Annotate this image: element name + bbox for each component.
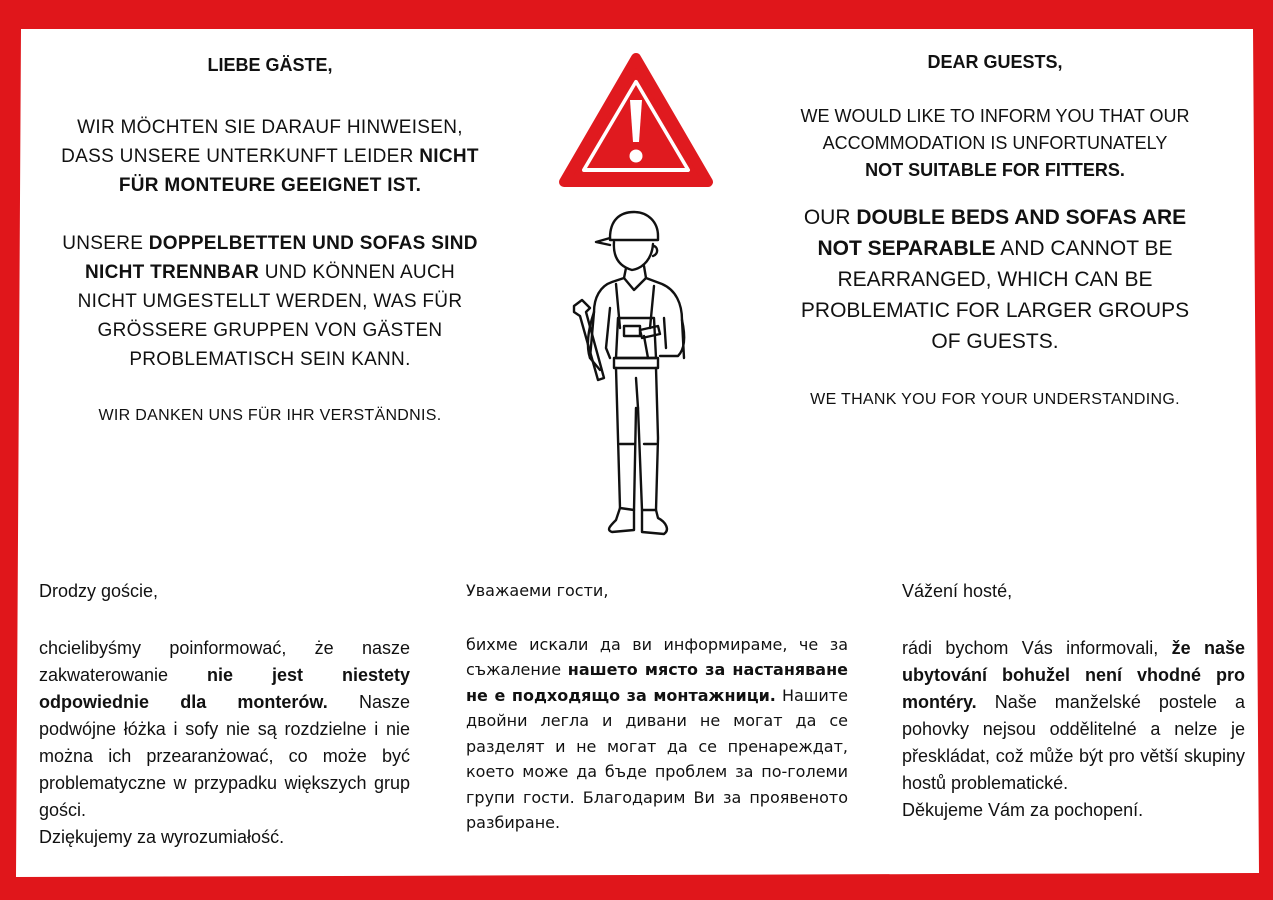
- german-line: DASS UNSERE UNTERKUNFT LEIDER: [61, 146, 420, 167]
- german-line: WIR MÖCHTEN SIE DARAUF HINWEISEN,: [77, 117, 463, 138]
- german-title: LIEBE GÄSTE,: [207, 55, 333, 75]
- polish-text: chcielibyśmy poinformować, że nasze zakwaterowanie: [39, 638, 410, 685]
- english-bold: NOT SEPARABLE: [817, 237, 996, 260]
- czech-text: rádi bychom Vás informovali,: [902, 638, 1172, 658]
- german-bold: DOPPELBETTEN UND SOFAS SIND: [148, 233, 478, 254]
- czech-thanks: Děkujeme Vám za pochopení.: [902, 800, 1144, 820]
- german-bold: NICHT TRENNBAR: [84, 262, 260, 283]
- bulgarian-body: [466, 632, 848, 836]
- german-line: GRÖSSERE GRUPPEN VON GÄSTEN: [97, 320, 443, 341]
- english-bold: NOT SUITABLE FOR FITTERS.: [865, 160, 1125, 180]
- german-line: UNSERE: [62, 233, 149, 254]
- german-line: PROBLEMATISCH SEIN KANN.: [129, 349, 411, 370]
- english-title: DEAR GUESTS,: [927, 52, 1063, 72]
- english-line: OUR: [803, 206, 857, 229]
- plumber-illustration: [560, 208, 710, 543]
- german-thanks: WIR DANKEN UNS FÜR IHR VERSTÄNDNIS.: [98, 407, 442, 424]
- english-line: PROBLEMATIC FOR LARGER GROUPS: [800, 299, 1190, 322]
- english-thanks: WE THANK YOU FOR YOUR UNDERSTANDING.: [810, 391, 1180, 408]
- polish-bold: nie jest niestety odpowiednie dla monterów.: [39, 665, 410, 712]
- bulgarian-text: бихме искали да ви информираме, че за съжаление: [466, 634, 848, 679]
- czech-text: Naše manželské postele a pohovky nejsou oddělitelné a nelze je přeskládat, což může být pro větší skupiny hostů problematické.: [902, 692, 1245, 793]
- english-line: OF GUESTS.: [931, 330, 1059, 353]
- german-bold: NICHT: [419, 146, 479, 167]
- warning-triangle-icon: [558, 52, 714, 190]
- english-notice: [745, 52, 1245, 409]
- german-notice: [20, 55, 520, 425]
- bulgarian-bold: нашето място за настаняване не е подходящо за монтажници.: [466, 660, 848, 705]
- german-line: NICHT UMGESTELLT WERDEN, WAS FÜR: [77, 291, 463, 312]
- czech-bold: že naše ubytování bohužel není vhodné pro montéry.: [902, 638, 1246, 712]
- polish-greeting: Drodzy goście,: [39, 581, 159, 601]
- english-line: AND CANNOT BE: [995, 237, 1173, 260]
- czech-body: [902, 635, 1245, 797]
- bulgarian-text: Нашите двойни легла и дивани не могат да се разделят и не могат да се пренареждат, което може да бъде проблем за по-големи групи гости. Благодарим Ви за проявеното разбиране.: [466, 685, 848, 832]
- english-line: ACCOMMODATION IS UNFORTUNATELY: [822, 133, 1168, 153]
- czech-notice: [902, 578, 1245, 824]
- bulgarian-greeting: Уважаеми гости,: [466, 581, 609, 600]
- english-line: WE WOULD LIKE TO INFORM YOU THAT OUR: [800, 106, 1190, 126]
- polish-body: [39, 635, 410, 824]
- czech-greeting: Vážení hosté,: [902, 581, 1013, 601]
- english-bold: DOUBLE BEDS AND SOFAS ARE: [856, 206, 1187, 229]
- english-line: REARRANGED, WHICH CAN BE: [837, 268, 1153, 291]
- polish-notice: [39, 578, 410, 851]
- polish-thanks: Dziękujemy za wyrozumiałość.: [39, 827, 285, 847]
- german-bold: FÜR MONTEURE GEEIGNET IST.: [118, 175, 422, 196]
- polish-text: Nasze podwójne łóżka i sofy nie są rozdzielne i nie można ich przearanżować, co może być problematyczne w przypadku większych grup gości.: [39, 692, 410, 820]
- german-line: UND KÖNNEN AUCH: [259, 262, 456, 283]
- bulgarian-notice: [466, 578, 848, 836]
